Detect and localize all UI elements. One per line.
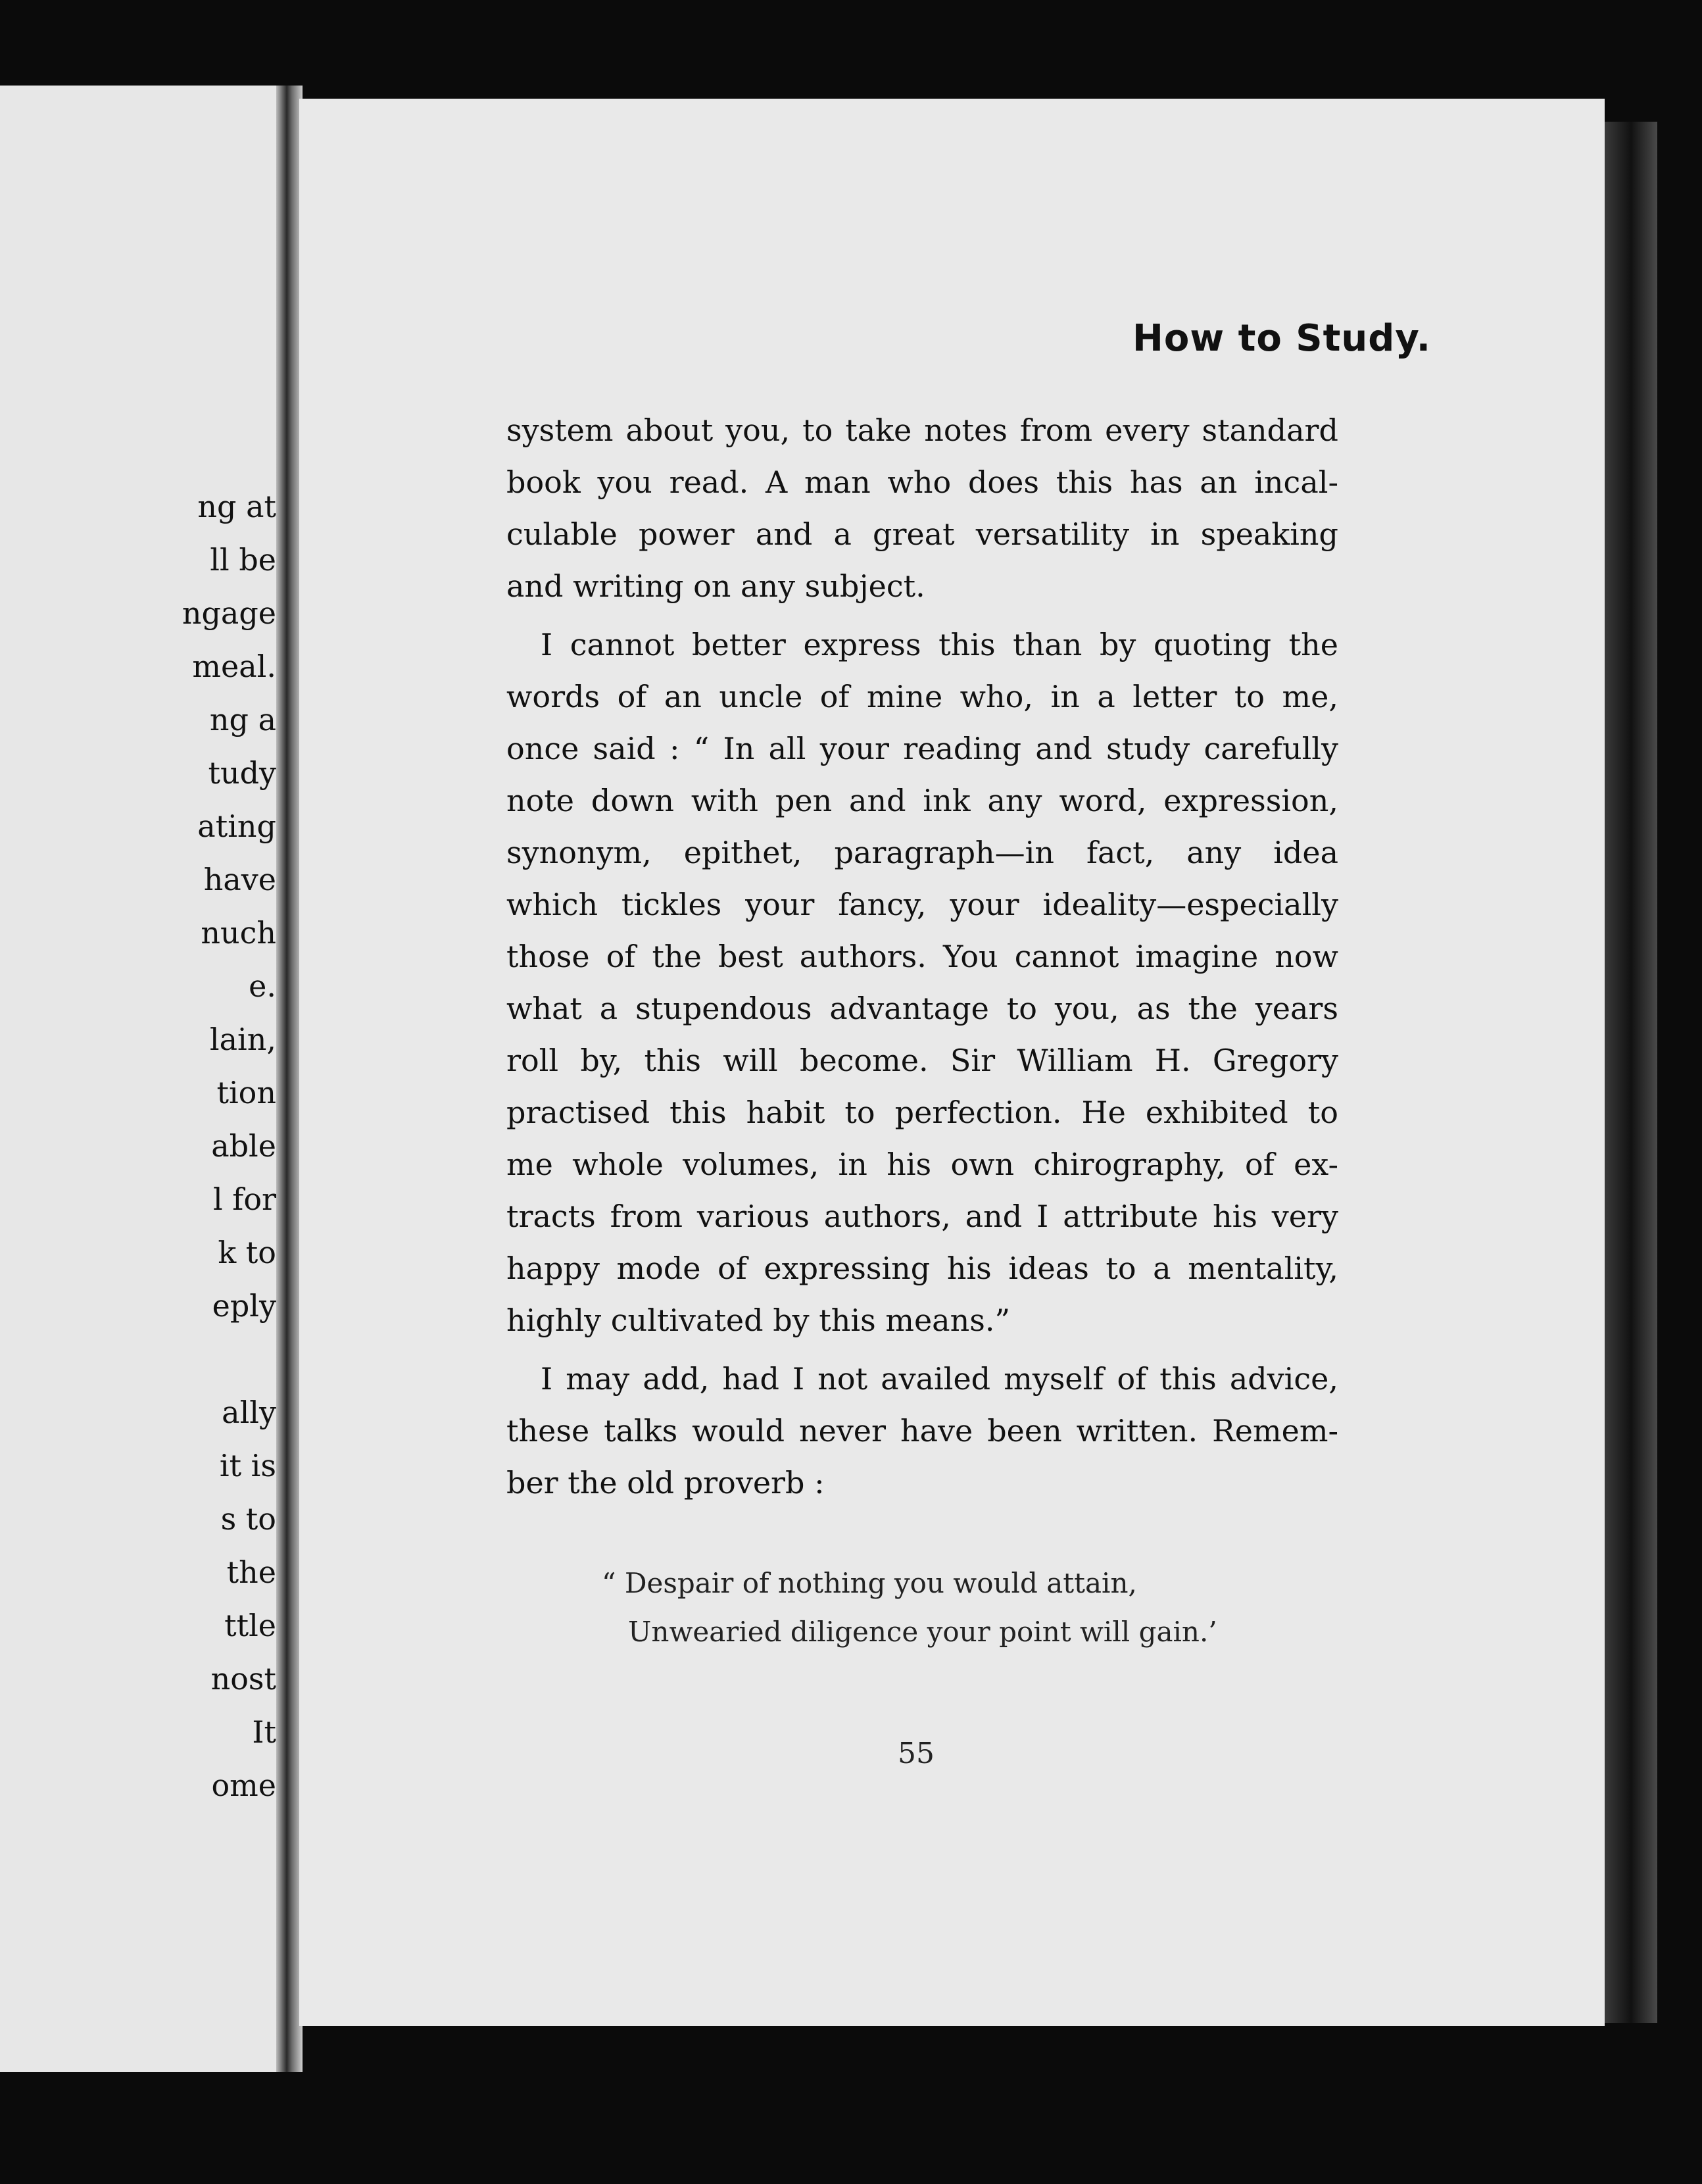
- left-line: ally: [222, 1395, 276, 1430]
- left-line: It: [252, 1714, 276, 1750]
- text-line: what a stupendous advantage to you, as the years: [506, 991, 1338, 1026]
- text-line: ber the old proverb :: [506, 1465, 825, 1501]
- left-page-text-fragments: [171, 480, 276, 1812]
- text-line: I may add, had I not availed myself of this advice,: [541, 1361, 1338, 1397]
- text-line: note down with pen and ink any word, expression,: [506, 783, 1338, 818]
- left-line: s to: [220, 1501, 276, 1537]
- text-line: I cannot better express this than by quoting the: [541, 627, 1338, 662]
- left-line: l for: [212, 1181, 276, 1217]
- left-line: tion: [216, 1075, 276, 1110]
- page-edge-shadow: [1605, 122, 1657, 2023]
- text-line: me whole volumes, in his own chirography, of ex-: [506, 1147, 1338, 1182]
- left-line: have: [203, 862, 276, 897]
- paragraph: [506, 619, 1338, 1347]
- text-line: synonym, epithet, paragraph—in fact, any idea: [506, 835, 1338, 870]
- left-line: the: [226, 1554, 276, 1590]
- page-number: 55: [898, 1737, 935, 1770]
- text-line: roll by, this will become. Sir William H. Gregory: [506, 1043, 1338, 1078]
- text-line: these talks would never have been written. Remem-: [506, 1413, 1338, 1449]
- left-line: tudy: [208, 755, 276, 791]
- text-line: system about you, to take notes from every standard: [506, 412, 1338, 448]
- text-line: words of an uncle of mine who, in a letter to me,: [506, 679, 1338, 714]
- text-line: once said : “ In all your reading and study carefully: [506, 731, 1338, 766]
- left-line: k to: [218, 1235, 276, 1270]
- text-line: practised this habit to perfection. He exhibited to: [506, 1095, 1338, 1130]
- running-head: How to Study.: [1132, 317, 1431, 360]
- left-line: ome: [211, 1768, 276, 1803]
- text-line: culable power and a great versatility in speaking: [506, 516, 1338, 552]
- left-line: meal.: [192, 649, 276, 684]
- left-line: eply: [212, 1288, 276, 1324]
- body-text: [506, 405, 1338, 1509]
- left-line: ng a: [209, 702, 276, 737]
- left-line: e.: [249, 968, 276, 1004]
- text-line: happy mode of expressing his ideas to a mentality,: [506, 1251, 1338, 1286]
- text-line: tracts from various authors, and I attribute his very: [506, 1199, 1338, 1234]
- quote-line: Unwearied diligence your point will gain.’: [628, 1616, 1217, 1648]
- quote-line: “ Despair of nothing you would attain,: [602, 1567, 1137, 1599]
- text-line: which tickles your fancy, your ideality—especially: [506, 887, 1338, 922]
- left-line: ng at: [197, 489, 276, 524]
- left-line: ll be: [210, 542, 276, 578]
- left-page: [0, 86, 289, 2072]
- paragraph: [506, 1353, 1338, 1509]
- left-line: [171, 1333, 276, 1386]
- left-line: able: [211, 1128, 276, 1164]
- text-line: those of the best authors. You cannot imagine now: [506, 939, 1338, 974]
- left-line: it is: [219, 1448, 276, 1483]
- text-line: highly cultivated by this means.”: [506, 1303, 1010, 1338]
- left-line: ttle: [224, 1608, 276, 1643]
- left-line: lain,: [209, 1022, 276, 1057]
- left-line: ngage: [182, 595, 276, 631]
- left-line: nost: [210, 1661, 276, 1697]
- text-line: and writing on any subject.: [506, 568, 925, 604]
- left-line: nuch: [201, 915, 276, 951]
- paragraph: [506, 405, 1338, 612]
- proverb-quote: [602, 1559, 1217, 1656]
- book-gutter: [276, 86, 303, 2072]
- text-line: book you read. A man who does this has an incal-: [506, 464, 1338, 500]
- left-line: ating: [197, 808, 276, 844]
